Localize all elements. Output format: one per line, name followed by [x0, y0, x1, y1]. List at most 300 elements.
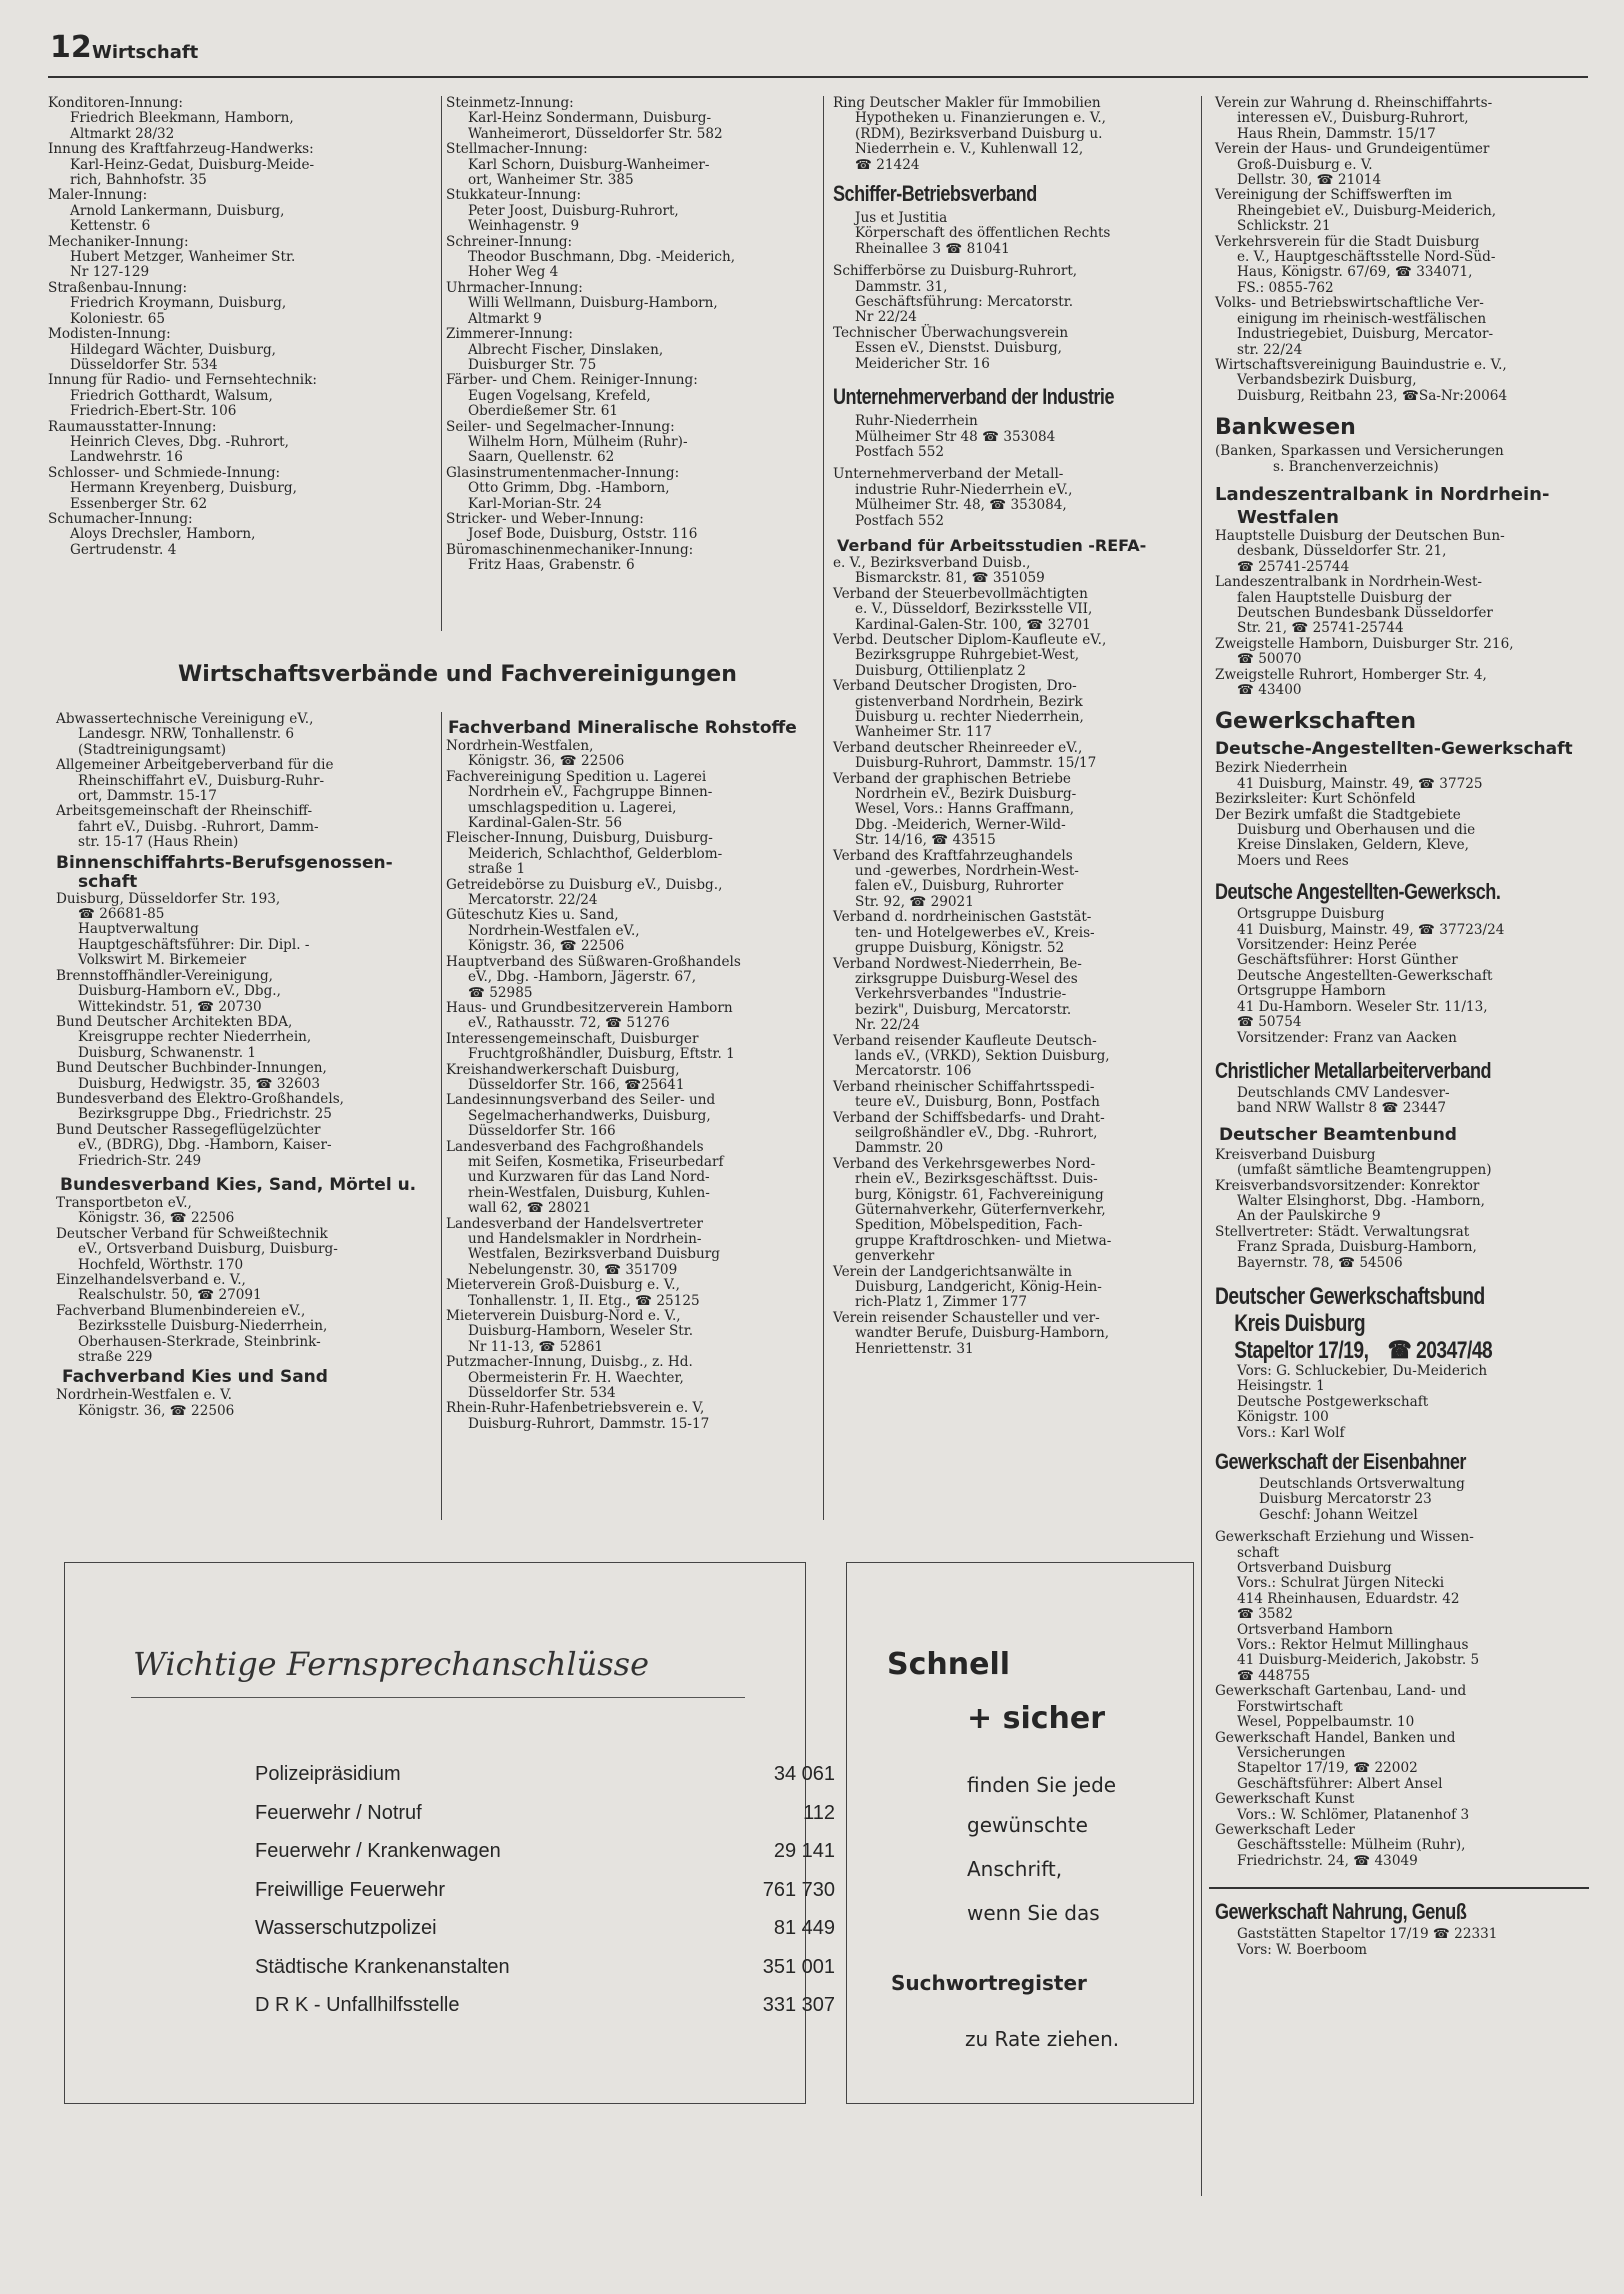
entry-detail: Nr 127-129	[70, 264, 150, 281]
entry-detail: Groß-Duisburg e. V.	[1237, 156, 1373, 173]
entry-title: Fachverband Blumenbindereien eV.,	[56, 1302, 306, 1319]
entry-detail: und Handelsmakler in Nordrhein-	[468, 1231, 702, 1247]
list-item	[833, 1111, 1195, 1157]
list-item	[48, 188, 433, 234]
entry-detail: Mülheimer Str. 48, ☎ 353084,	[855, 497, 1067, 514]
list-item	[1215, 761, 1595, 792]
entry-title: Verband deutscher Rheinreeder eV.,	[833, 739, 1083, 756]
entry-detail: ☎ 3582	[1237, 1606, 1293, 1623]
list-item	[446, 1032, 816, 1063]
entry-detail: Nordrhein-Westfalen eV.,	[468, 922, 640, 939]
entry-detail: Vors: W. Boerboom	[1237, 1941, 1368, 1958]
entry-detail: rhein eV., Bezirksgeschäftsst. Duis-	[855, 1171, 1098, 1188]
entry-detail: Duisburg-Ruhrort, Dammstr. 15-17	[468, 1415, 710, 1432]
entry-detail: Gaststätten Stapeltor 17/19 ☎ 22331	[1237, 1926, 1498, 1943]
list-item	[1215, 808, 1595, 870]
entry-detail: Verbandsbezirk Duisburg,	[1237, 372, 1417, 389]
entry-title: Getreidebörse zu Duisburg eV., Duisbg.,	[446, 876, 723, 893]
entry-detail: Realschulstr. 50, ☎ 27091	[78, 1287, 262, 1304]
column-divider	[1201, 96, 1202, 2196]
entry-detail: Duisburg u. rechter Niederrhein,	[855, 709, 1084, 725]
entry-detail: Geschäftsstelle: Mülheim (Ruhr),	[1237, 1837, 1466, 1854]
bank-note: (Banken, Sparkassen und Versicherungen s. Branchenverzeichnis)	[1215, 443, 1504, 475]
entry-detail: Königstr. 36, ☎ 22506	[468, 938, 625, 955]
entry-detail: Duisburg, Reitbahn 23, ☎Sa-Nr:20064	[1237, 387, 1508, 404]
entry-detail: Geschäftsführer: Horst Günther	[1237, 952, 1458, 969]
entry-detail: Bismarckstr. 81, ☎ 351059	[855, 570, 1045, 587]
entry-detail: und -gewerbes, Nordrhein-West-	[855, 863, 1079, 880]
list-item	[48, 235, 433, 281]
entry-title: Zweigstelle Ruhrort, Homberger Str. 4,	[1215, 666, 1487, 683]
entry-detail: Meiderich, Schlachthof, Gelderblom-	[468, 845, 723, 862]
entry-detail: Körperschaft des öffentlichen Rechts	[855, 225, 1111, 242]
entry-detail: Ortsverband Duisburg	[1237, 1560, 1392, 1577]
entry-title: Zweigstelle Hamborn, Duisburger Str. 216,	[1215, 635, 1514, 652]
phone-number: 331 307	[762, 1994, 835, 2016]
list-item	[1215, 1395, 1595, 1441]
entry-title: Gewerkschaft Leder	[1215, 1821, 1355, 1838]
entry-title: Verband reisender Kaufleute Deutsch-	[833, 1032, 1097, 1049]
entry-detail: Kardinal-Galen-Str. 100, ☎ 32701	[855, 616, 1091, 633]
entry-title: Nordrhein-Westfalen e. V.	[56, 1387, 232, 1404]
list-item	[56, 892, 436, 969]
entry-title: Allgemeiner Arbeitgeberverband für die	[56, 757, 334, 774]
entry-title: Landesinnungsverband des Seiler- und	[446, 1092, 716, 1109]
list-item	[446, 739, 816, 770]
column-3	[833, 96, 1195, 1357]
entry-detail: interessen eV., Duisburg-Ruhrort,	[1237, 110, 1469, 127]
entry-title: Gewerkschaft Kunst	[1215, 1791, 1355, 1808]
entry-list	[1215, 1927, 1595, 1958]
entry-detail: ort, Dammstr. 15-17	[78, 788, 217, 805]
entry-detail: Tonhallenstr. 1, II. Etg., ☎ 25125	[468, 1292, 700, 1309]
list-item	[833, 772, 1195, 849]
entry-detail: Stapeltor 17/19, ☎ 22002	[1237, 1760, 1418, 1777]
entry-detail: ☎ 26681-85	[78, 906, 165, 923]
entry-list	[1215, 529, 1595, 698]
entry-list	[446, 96, 816, 574]
entry-detail: ☎ 21424	[855, 156, 920, 173]
phone-row	[255, 1956, 835, 1992]
entry-detail: Düsseldorfer Str. 166, ☎25641	[468, 1076, 685, 1093]
list-item	[833, 96, 1195, 173]
entry-list	[1215, 96, 1595, 404]
entry-detail: ☎ 25741-25744	[1237, 558, 1350, 575]
entry-title: Verband Deutscher Drogisten, Dro-	[833, 678, 1077, 695]
list-item	[48, 281, 433, 327]
entry-title: Stricker- und Weber-Innung:	[446, 510, 644, 527]
entry-detail: Mercatorstr. 106	[855, 1063, 972, 1080]
entry-detail: Ruhr-Niederrhein	[855, 413, 978, 430]
entry-title: Verbd. Deutscher Diplom-Kaufleute eV.,	[833, 631, 1107, 648]
list-item	[446, 1355, 816, 1401]
entry-detail: Nordrhein eV., Fachgruppe Binnen-	[468, 784, 713, 801]
entry-detail: ☎ 43400	[1237, 682, 1302, 698]
phone-label: Städtische Krankenanstalten	[255, 1955, 510, 1978]
entry-detail: Otto Grimm, Dbg. -Hamborn,	[468, 480, 670, 497]
entry-title: Verband des Kraftfahrzeughandels	[833, 847, 1073, 864]
section-heading: Wirtschaftsverbände und Fachvereinigungen	[178, 662, 737, 687]
entry-list	[1215, 1530, 1595, 1869]
entry-detail: Essenberger Str. 62	[70, 495, 208, 512]
list-item	[446, 1217, 816, 1279]
entry-detail: Dammstr. 31,	[855, 278, 948, 295]
list-item	[833, 1034, 1195, 1080]
list-item	[56, 1304, 436, 1366]
entry-title: Straßenbau-Innung:	[48, 279, 188, 296]
entry-detail: Karl-Heinz-Gedat, Duisburg-Meide-	[70, 156, 315, 173]
entry-list	[56, 892, 436, 1169]
list-item	[1215, 1927, 1595, 1958]
list-item	[48, 420, 433, 466]
header-rule	[48, 76, 1588, 78]
entry-title: Verein der Haus- und Grundeigentümer	[1215, 141, 1490, 158]
entry-detail: Friedrichstr. 24, ☎ 43049	[1237, 1852, 1418, 1869]
entry-title: Nordrhein-Westfalen,	[446, 738, 594, 754]
entry-title: Verband d. nordrheinischen Gaststät-	[833, 909, 1092, 926]
entry-detail: umschlagspedition u. Lagerei,	[468, 799, 677, 816]
list-item	[1215, 1684, 1595, 1730]
entry-title: Gewerkschaft Handel, Banken und	[1215, 1729, 1456, 1746]
entry-title: Raumausstatter-Innung:	[48, 418, 217, 435]
list-item	[56, 1061, 436, 1092]
entry-detail: Deutschen Bundesbank Düsseldorfer	[1237, 604, 1493, 621]
entry-list	[833, 211, 1195, 257]
list-item	[1215, 235, 1595, 297]
list-item	[1215, 96, 1595, 142]
entry-title: Transportbeton eV.,	[56, 1194, 192, 1211]
list-item	[56, 1196, 436, 1227]
list-item	[446, 420, 816, 466]
entry-title: Kreisverband Duisburg	[1215, 1146, 1376, 1163]
entry-title: Stellvertreter: Städt. Verwaltungsrat	[1215, 1223, 1470, 1240]
list-item	[446, 327, 816, 373]
entry-detail: Friedrich-Ebert-Str. 106	[70, 403, 237, 420]
entry-detail: Postfach 552	[855, 443, 944, 460]
list-item	[56, 804, 436, 850]
entry-detail: An der Paulskirche 9	[1237, 1208, 1381, 1225]
list-item	[833, 467, 1195, 529]
entry-detail: Volkswirt M. Birkemeier	[78, 952, 247, 969]
entry-detail: Kettenstr. 6	[70, 218, 151, 235]
entry-title: Maler-Innung:	[48, 187, 148, 204]
entry-list	[1215, 1086, 1595, 1117]
column-divider	[823, 96, 824, 1520]
entry-heading: Landeszentralbank in Nordrhein- Westfalen	[1215, 483, 1550, 528]
phone-numbers-box	[64, 1562, 835, 2104]
entry-heading: Deutsche Angestellten-Gewerksch.	[1215, 879, 1501, 905]
entry-title: Wirtschaftsvereinigung Bauindustrie e. V.,	[1215, 356, 1507, 373]
entry-title: Volks- und Betriebswirtschaftliche Ver-	[1215, 295, 1484, 312]
entry-heading: Gewerkschaft Nahrung, Genuß	[1215, 1899, 1467, 1925]
entry-detail: Vors.: W. Schlömer, Platanenhof 3	[1237, 1806, 1470, 1823]
entry-detail: Königstr. 36, ☎ 22506	[78, 1402, 235, 1419]
entry-title: Verein reisender Schausteller und ver-	[833, 1309, 1100, 1326]
entry-detail: Bayernstr. 78, ☎ 54506	[1237, 1254, 1403, 1271]
entry-detail: teure eV., Duisburg, Bonn, Postfach	[855, 1094, 1100, 1111]
entry-title: Arbeitsgemeinschaft der Rheinschiff-	[56, 803, 313, 820]
phone-row	[255, 1840, 835, 1876]
entry-detail: desbank, Düsseldorfer Str. 21,	[1237, 543, 1447, 560]
entry-detail: Vors: G. Schluckebier, Du-Meiderich	[1237, 1362, 1488, 1379]
entry-detail: Geschf: Johann Weitzel	[1259, 1506, 1418, 1523]
entry-title: Unternehmerverband der Metall-	[833, 466, 1064, 483]
entry-title: Kreishandwerkerschaft Duisburg,	[446, 1061, 680, 1078]
entry-title: Schifferbörse zu Duisburg-Ruhrort,	[833, 263, 1078, 280]
entry-list	[446, 739, 816, 1432]
list-item	[1215, 575, 1595, 637]
entry-title: Innung des Kraftfahrzeug-Handwerks:	[48, 141, 314, 158]
entry-heading: Deutsche-Angestellten-Gewerkschaft	[1215, 739, 1573, 760]
entry-detail: Walter Elsinghorst, Dbg. -Hamborn,	[1237, 1192, 1485, 1209]
entry-title: Einzelhandelsverband e. V.,	[56, 1272, 246, 1288]
column-2-bottom	[446, 712, 816, 1432]
entry-detail: Willi Wellmann, Duisburg-Hamborn,	[468, 295, 718, 312]
entry-title: Färber- und Chem. Reiniger-Innung:	[446, 372, 698, 389]
entry-title: Verband der Schiffsbedarfs- und Draht-	[833, 1109, 1105, 1126]
list-item	[48, 373, 433, 419]
entry-title: Bund Deutscher Rassegeflügelzüchter	[56, 1121, 321, 1138]
entry-heading: Gewerkschaft der Eisenbahner	[1215, 1449, 1466, 1474]
ad-text: gewünschte	[967, 1813, 1088, 1837]
list-item	[1215, 668, 1595, 699]
entry-detail: ☎ 50070	[1237, 651, 1302, 668]
entry-detail: Karl-Morian-Str. 24	[468, 495, 602, 512]
entry-detail: Bezirksstelle Duisburg-Niederrhein,	[78, 1318, 328, 1335]
entry-detail: Saarn, Quellenstr. 62	[468, 449, 615, 466]
entry-title: Verein zur Wahrung d. Rheinschiffahrts-	[1215, 95, 1493, 111]
entry-detail: str. 15-17 (Haus Rhein)	[78, 834, 239, 851]
entry-title: Bundesverband des Elektro-Großhandels,	[56, 1090, 344, 1107]
phone-number: 34 061	[773, 1763, 835, 1785]
entry-detail: Kreisgruppe rechter Niederrhein,	[78, 1029, 312, 1046]
entry-title: Fachvereinigung Spedition u. Lagerei	[446, 768, 707, 785]
entry-title: Mechaniker-Innung:	[48, 233, 189, 250]
entry-detail: und Kurzwaren für das Land Nord-	[468, 1169, 710, 1186]
entry-detail: Karl-Heinz Sondermann, Duisburg-	[468, 110, 712, 127]
entry-title: Duisburg, Düsseldorfer Str. 193,	[56, 890, 281, 907]
entry-detail: schaft	[1237, 1544, 1279, 1561]
list-item	[446, 1093, 816, 1139]
entry-detail: Aloys Drechsler, Hamborn,	[70, 526, 256, 543]
list-item	[56, 712, 436, 758]
entry-detail: Arnold Lankermann, Duisburg,	[70, 202, 285, 219]
entry-detail: Geschäftsführer: Albert Ansel	[1237, 1775, 1443, 1792]
entry-title: Schlosser- und Schmiede-Innung:	[48, 464, 281, 481]
entry-title: Konditoren-Innung:	[48, 95, 183, 111]
entry-detail: Mercatorstr. 22/24	[468, 892, 598, 909]
entry-detail: Vors.: Rektor Helmut Millinghaus	[1237, 1637, 1469, 1654]
entry-detail: Obermeisterin Fr. H. Waechter,	[468, 1369, 684, 1386]
entry-title: Bezirk Niederrhein	[1215, 760, 1348, 777]
entry-detail: Vorsitzender: Franz van Aacken	[1237, 1029, 1457, 1046]
ad-keyword: Suchwortregister	[891, 1971, 1087, 1995]
entry-detail: Wittekindstr. 51, ☎ 20730	[78, 998, 262, 1015]
list-item	[446, 955, 816, 1001]
entry-detail: Dbg. -Meiderich, Werner-Wild-	[855, 816, 1066, 833]
entry-list	[833, 467, 1195, 529]
entry-title: Stukkateur-Innung:	[446, 187, 582, 204]
entry-detail: falen Hauptstelle Duisburg der	[1237, 589, 1452, 606]
entry-title: Zimmerer-Innung:	[446, 326, 573, 343]
list-item	[833, 910, 1195, 956]
list-item	[56, 1092, 436, 1123]
list-item	[1215, 188, 1595, 234]
entry-title: Der Bezirk umfaßt die Stadtgebiete	[1215, 806, 1461, 823]
entry-detail: Gertrudenstr. 4	[70, 541, 177, 558]
entry-detail: ten- und Hotelgewerbes eV., Kreis-	[855, 924, 1095, 941]
entry-detail: falen eV., Duisburg, Ruhrorter	[855, 878, 1064, 895]
phone-row	[255, 1879, 835, 1915]
entry-detail: Güternahverkehr, Güterfernverkehr,	[855, 1202, 1106, 1218]
entry-detail: Haus, Königstr. 67/69, ☎ 334071,	[1237, 264, 1473, 281]
entry-detail: Str. 14/16, ☎ 43515	[855, 832, 996, 849]
list-item	[1215, 1823, 1595, 1869]
list-item	[48, 512, 433, 558]
entry-detail: Geschäftsführung: Mercatorstr.	[855, 294, 1074, 311]
entry-detail: Mülheimer Str 48 ☎ 353084	[855, 428, 1056, 445]
list-item	[833, 1080, 1195, 1111]
entry-detail: zirksgruppe Duisburg-Wesel des	[855, 970, 1078, 987]
entry-title: Ring Deutscher Makler für Immobilien	[833, 95, 1101, 111]
list-item	[56, 1227, 436, 1273]
entry-title: Brennstoffhändler-Vereinigung,	[56, 967, 273, 984]
entry-detail: Kreise Dinslaken, Geldern, Kleve,	[1237, 837, 1469, 854]
list-item	[446, 543, 816, 574]
list-item	[833, 414, 1195, 460]
entry-detail: Duisburg-Ruhrort, Dammstr. 15/17	[855, 755, 1097, 772]
list-item	[446, 373, 816, 419]
entry-detail: 41 Duisburg-Meiderich, Jakobstr. 5	[1237, 1652, 1480, 1669]
entry-detail: Düsseldorfer Str. 534	[468, 1385, 616, 1402]
entry-detail: Deutschlands CMV Landesver-	[1237, 1084, 1450, 1101]
entry-detail: Heinrich Cleves, Dbg. -Ruhrort,	[70, 433, 289, 450]
entry-title: Landesverband des Fachgroßhandels	[446, 1138, 704, 1155]
entry-detail: eV., Dbg. -Hamborn, Jägerstr. 67,	[468, 969, 697, 986]
entry-detail: Hauptverwaltung	[78, 921, 199, 938]
entry-detail: Königstr. 36, ☎ 22506	[78, 1210, 235, 1227]
list-item	[1215, 1179, 1595, 1225]
entry-title: Vereinigung der Schiffswerften im	[1215, 187, 1453, 204]
entry-detail: Oberdießemer Str. 61	[468, 403, 619, 420]
entry-detail: Friedrich Bleekmann, Hamborn,	[70, 110, 294, 127]
phone-number: 29 141	[773, 1840, 835, 1862]
column-2-top	[446, 96, 816, 574]
entry-title: Haus- und Grundbesitzerverein Hamborn	[446, 999, 733, 1016]
entry-detail: Nordrhein eV., Bezirk Duisburg-	[855, 786, 1077, 803]
entry-detail: industrie Ruhr-Niederrhein eV.,	[855, 481, 1073, 498]
entry-detail: Forstwirtschaft	[1237, 1698, 1343, 1715]
entry-detail: Ortsgruppe Duisburg	[1237, 906, 1385, 923]
entry-detail: ort, Wanheimer Str. 385	[468, 172, 634, 189]
entry-title: Glasinstrumentenmacher-Innung:	[446, 464, 680, 481]
entry-title: Modisten-Innung:	[48, 326, 171, 343]
ad-text: zu Rate ziehen.	[965, 2027, 1120, 2051]
divider	[1209, 1887, 1589, 1889]
entry-detail: eV., (BDRG), Dbg. -Hamborn, Kaiser-	[78, 1137, 332, 1154]
list-item	[833, 211, 1195, 257]
entry-detail: straße 1	[468, 861, 526, 878]
entry-title: Büromaschinenmechaniker-Innung:	[446, 541, 694, 558]
list-item	[446, 1063, 816, 1094]
entry-title: Verein der Landgerichtsanwälte in	[833, 1263, 1073, 1280]
entry-detail: Karl Schorn, Duisburg-Wanheimer-	[468, 156, 710, 173]
section-heading: Bankwesen	[1215, 415, 1356, 441]
entry-heading: Schiffer-Betriebsverband	[833, 181, 1037, 207]
list-item	[56, 1273, 436, 1304]
phone-number: 351 001	[762, 1955, 835, 1978]
entry-list	[833, 556, 1195, 1357]
entry-detail: bezirk", Duisburg, Mercatorstr.	[855, 1001, 1072, 1018]
entry-detail: Friedrich-Str. 249	[78, 1152, 202, 1169]
entry-detail: ☎ 448755	[1237, 1667, 1311, 1684]
entry-detail: 41 Du-Hamborn. Weseler Str. 11/13,	[1237, 998, 1488, 1015]
entry-title: Hauptstelle Duisburg der Deutschen Bun-	[1215, 527, 1505, 544]
entry-detail: Duisburg und Oberhausen und die	[1237, 822, 1476, 839]
entry-detail: Duisburg, Hedwigstr. 35, ☎ 32603	[78, 1075, 321, 1092]
list-item	[446, 96, 816, 142]
list-item	[446, 878, 816, 909]
entry-title: Interessengemeinschaft, Duisburger	[446, 1030, 699, 1047]
list-item	[446, 142, 816, 188]
entry-detail: 41 Duisburg, Mainstr. 49, ☎ 37723/24	[1237, 921, 1505, 938]
entry-title: Mieterverein Duisburg-Nord e. V.,	[446, 1308, 681, 1325]
entry-list	[56, 712, 436, 851]
entry-title: Landeszentralbank in Nordrhein-West-	[1215, 574, 1482, 591]
section-heading: Gewerkschaften	[1215, 709, 1417, 735]
list-item	[1215, 1086, 1595, 1117]
list-item	[446, 1309, 816, 1355]
entry-detail: FS.: 0855-762	[1237, 279, 1334, 296]
list-item	[446, 281, 816, 327]
list-item	[56, 758, 436, 804]
entry-detail: Ortsverband Hamborn	[1237, 1621, 1393, 1638]
list-item	[833, 556, 1195, 587]
entry-heading: Deutscher Beamtenbund	[1219, 1124, 1457, 1145]
entry-detail: Ortsgruppe Hamborn	[1237, 983, 1386, 1000]
list-item	[446, 466, 816, 512]
entry-detail: Spedition, Möbelspedition, Fach-	[855, 1217, 1083, 1234]
phone-label: Feuerwehr / Notruf	[255, 1801, 422, 1824]
entry-detail: Wanheimerort, Düsseldorfer Str. 582	[468, 125, 723, 142]
entry-title: Verband der Steuerbevollmächtigten	[833, 585, 1088, 602]
entry-detail: Hoher Weg 4	[468, 264, 559, 281]
box-title: Wichtige Fernsprechanschlüsse	[133, 1645, 650, 1683]
entry-title: Bezirksleiter: Kurt Schönfeld	[1215, 791, 1416, 808]
phone-row	[255, 1763, 835, 1799]
entry-detail: e. V., Hauptgeschäftsstelle Nord-Süd-	[1237, 249, 1496, 266]
entry-detail: str. 22/24	[1237, 341, 1303, 358]
ad-text: wenn Sie das	[967, 1901, 1100, 1925]
entry-detail: gruppe Kraftdroschken- und Mietwa-	[855, 1232, 1112, 1249]
list-item	[1215, 637, 1595, 668]
entry-detail: Königstr. 100	[1237, 1409, 1329, 1426]
entry-detail: Nr 22/24	[855, 309, 917, 326]
entry-title: Uhrmacher-Innung:	[446, 279, 583, 296]
list-item	[1215, 792, 1595, 807]
list-item	[1215, 529, 1595, 575]
entry-detail: eV., Rathausstr. 72, ☎ 51276	[468, 1015, 670, 1032]
entry-title: Verband des Verkehrsgewerbes Nord-	[833, 1155, 1096, 1172]
phone-label: Freiwillige Feuerwehr	[255, 1878, 446, 1901]
entry-detail: Vors.: Karl Wolf	[1237, 1424, 1345, 1441]
list-item	[446, 188, 816, 234]
entry-detail: ☎ 52985	[468, 984, 533, 1001]
entry-list	[1215, 1148, 1595, 1271]
entry-list	[1215, 1477, 1595, 1523]
list-item	[833, 1311, 1195, 1357]
entry-list	[1215, 907, 1595, 1046]
